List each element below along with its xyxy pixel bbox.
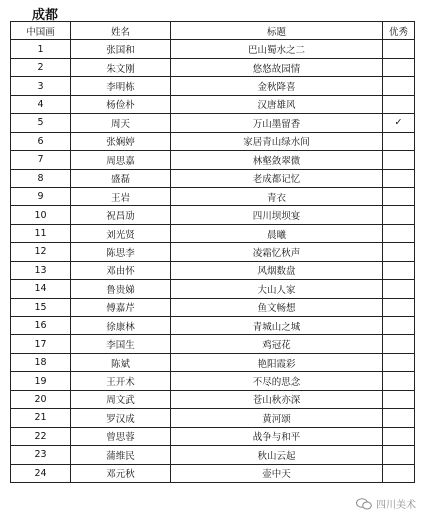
cell-number: 15 (11, 298, 71, 316)
cell-number: 20 (11, 390, 71, 408)
cell-excellent (383, 40, 415, 58)
cell-excellent (383, 372, 415, 390)
cell-title: 战争与和平 (171, 427, 383, 445)
cell-excellent (383, 206, 415, 224)
cell-number: 11 (11, 224, 71, 242)
table-row (11, 372, 415, 390)
cell-excellent (383, 224, 415, 242)
watermark-text: 四川美术 (376, 500, 416, 511)
cell-name: 周思嘉 (71, 151, 171, 169)
cell-title: 秋山云起 (171, 446, 383, 464)
cell-number: 12 (11, 243, 71, 261)
cell-number: 21 (11, 409, 71, 427)
cell-number: 18 (11, 353, 71, 371)
table-row (11, 243, 415, 261)
cell-number: 8 (11, 169, 71, 187)
column-header-title: 标题 (171, 22, 383, 40)
table-row (11, 390, 415, 408)
cell-number: 22 (11, 427, 71, 445)
table-row (11, 409, 415, 427)
cell-title: 苍山秋亦深 (171, 390, 383, 408)
column-header-name: 姓名 (71, 22, 171, 40)
watermark (356, 496, 416, 511)
cell-name: 张娴婷 (71, 132, 171, 150)
cell-number: 10 (11, 206, 71, 224)
cell-excellent (383, 317, 415, 335)
cell-number: 5 (11, 114, 71, 132)
wechat-icon (356, 498, 372, 510)
cell-excellent (383, 95, 415, 113)
cell-number: 13 (11, 261, 71, 279)
cell-title: 青衣 (171, 187, 383, 205)
cell-name: 张国和 (71, 40, 171, 58)
cell-name: 陈斌 (71, 353, 171, 371)
cell-title: 林壑敛翠微 (171, 151, 383, 169)
column-header-excellent: 优秀 (383, 22, 415, 40)
cell-excellent (383, 390, 415, 408)
table-row (11, 335, 415, 353)
cell-name: 邓由怀 (71, 261, 171, 279)
cell-title: 鸡冠花 (171, 335, 383, 353)
cell-name: 盛磊 (71, 169, 171, 187)
cell-name: 罗汉成 (71, 409, 171, 427)
cell-name: 蒲维民 (71, 446, 171, 464)
cell-number: 23 (11, 446, 71, 464)
table-row (11, 261, 415, 279)
cell-name: 王岩 (71, 187, 171, 205)
cell-number: 9 (11, 187, 71, 205)
table-row (11, 95, 415, 113)
table-row (11, 427, 415, 445)
cell-name: 杨俭朴 (71, 95, 171, 113)
cell-title: 老成都记忆 (171, 169, 383, 187)
table-row (11, 280, 415, 298)
cell-name: 徐康林 (71, 317, 171, 335)
cell-title: 壶中天 (171, 464, 383, 482)
table-row (11, 169, 415, 187)
table-row (11, 40, 415, 58)
table-header-row (11, 22, 415, 40)
results-table (10, 21, 415, 483)
cell-name: 鲁贵娣 (71, 280, 171, 298)
table-row (11, 206, 415, 224)
table-row (11, 224, 415, 242)
cell-number: 17 (11, 335, 71, 353)
cell-excellent (383, 187, 415, 205)
cell-name: 周文武 (71, 390, 171, 408)
column-header-number: 中国画 (11, 22, 71, 40)
cell-name: 陈思李 (71, 243, 171, 261)
cell-title: 青城山之城 (171, 317, 383, 335)
table-row (11, 114, 415, 132)
cell-number: 7 (11, 151, 71, 169)
table-row (11, 298, 415, 316)
cell-title: 巴山蜀水之二 (171, 40, 383, 58)
cell-excellent (383, 464, 415, 482)
cell-excellent (383, 77, 415, 95)
cell-title: 金秋降喜 (171, 77, 383, 95)
cell-name: 李明栋 (71, 77, 171, 95)
cell-title: 家居青山绿水间 (171, 132, 383, 150)
cell-number: 19 (11, 372, 71, 390)
cell-excellent (383, 280, 415, 298)
table-row (11, 58, 415, 76)
cell-number: 2 (11, 58, 71, 76)
cell-title: 鱼文畅想 (171, 298, 383, 316)
cell-title: 风烟数盘 (171, 261, 383, 279)
cell-excellent (383, 243, 415, 261)
cell-title: 晨曦 (171, 224, 383, 242)
cell-title: 汉唐雄风 (171, 95, 383, 113)
cell-number: 16 (11, 317, 71, 335)
cell-number: 3 (11, 77, 71, 95)
cell-name: 王开术 (71, 372, 171, 390)
cell-excellent (383, 335, 415, 353)
cell-name: 朱文刚 (71, 58, 171, 76)
cell-title: 艳阳霞彩 (171, 353, 383, 371)
table-row (11, 151, 415, 169)
cell-excellent (383, 427, 415, 445)
table-row (11, 353, 415, 371)
cell-name: 周天 (71, 114, 171, 132)
cell-excellent (383, 261, 415, 279)
table-row (11, 132, 415, 150)
cell-name: 邓元秋 (71, 464, 171, 482)
cell-excellent (383, 58, 415, 76)
cell-title: 凌霜忆秋声 (171, 243, 383, 261)
table-row (11, 187, 415, 205)
cell-number: 24 (11, 464, 71, 482)
table-row (11, 77, 415, 95)
table-row (11, 464, 415, 482)
cell-name: 李国生 (71, 335, 171, 353)
cell-title: 悠悠故园情 (171, 58, 383, 76)
cell-name: 傅嘉芹 (71, 298, 171, 316)
cell-excellent (383, 151, 415, 169)
cell-excellent (383, 298, 415, 316)
cell-title: 黄河颂 (171, 409, 383, 427)
table-row (11, 446, 415, 464)
cell-excellent: ✓ (383, 114, 415, 132)
cell-number: 14 (11, 280, 71, 298)
cell-title: 大山人家 (171, 280, 383, 298)
table-row (11, 317, 415, 335)
cell-excellent (383, 169, 415, 187)
cell-title: 万山墨留香 (171, 114, 383, 132)
cell-name: 曾思蓉 (71, 427, 171, 445)
page-title: 成都 (32, 8, 59, 23)
cell-name: 祝昌劢 (71, 206, 171, 224)
cell-excellent (383, 353, 415, 371)
cell-number: 6 (11, 132, 71, 150)
cell-name: 刘光贤 (71, 224, 171, 242)
cell-number: 4 (11, 95, 71, 113)
cell-excellent (383, 446, 415, 464)
cell-excellent (383, 132, 415, 150)
cell-title: 不尽的思念 (171, 372, 383, 390)
cell-number: 1 (11, 40, 71, 58)
cell-title: 四川坝坝宴 (171, 206, 383, 224)
cell-excellent (383, 409, 415, 427)
